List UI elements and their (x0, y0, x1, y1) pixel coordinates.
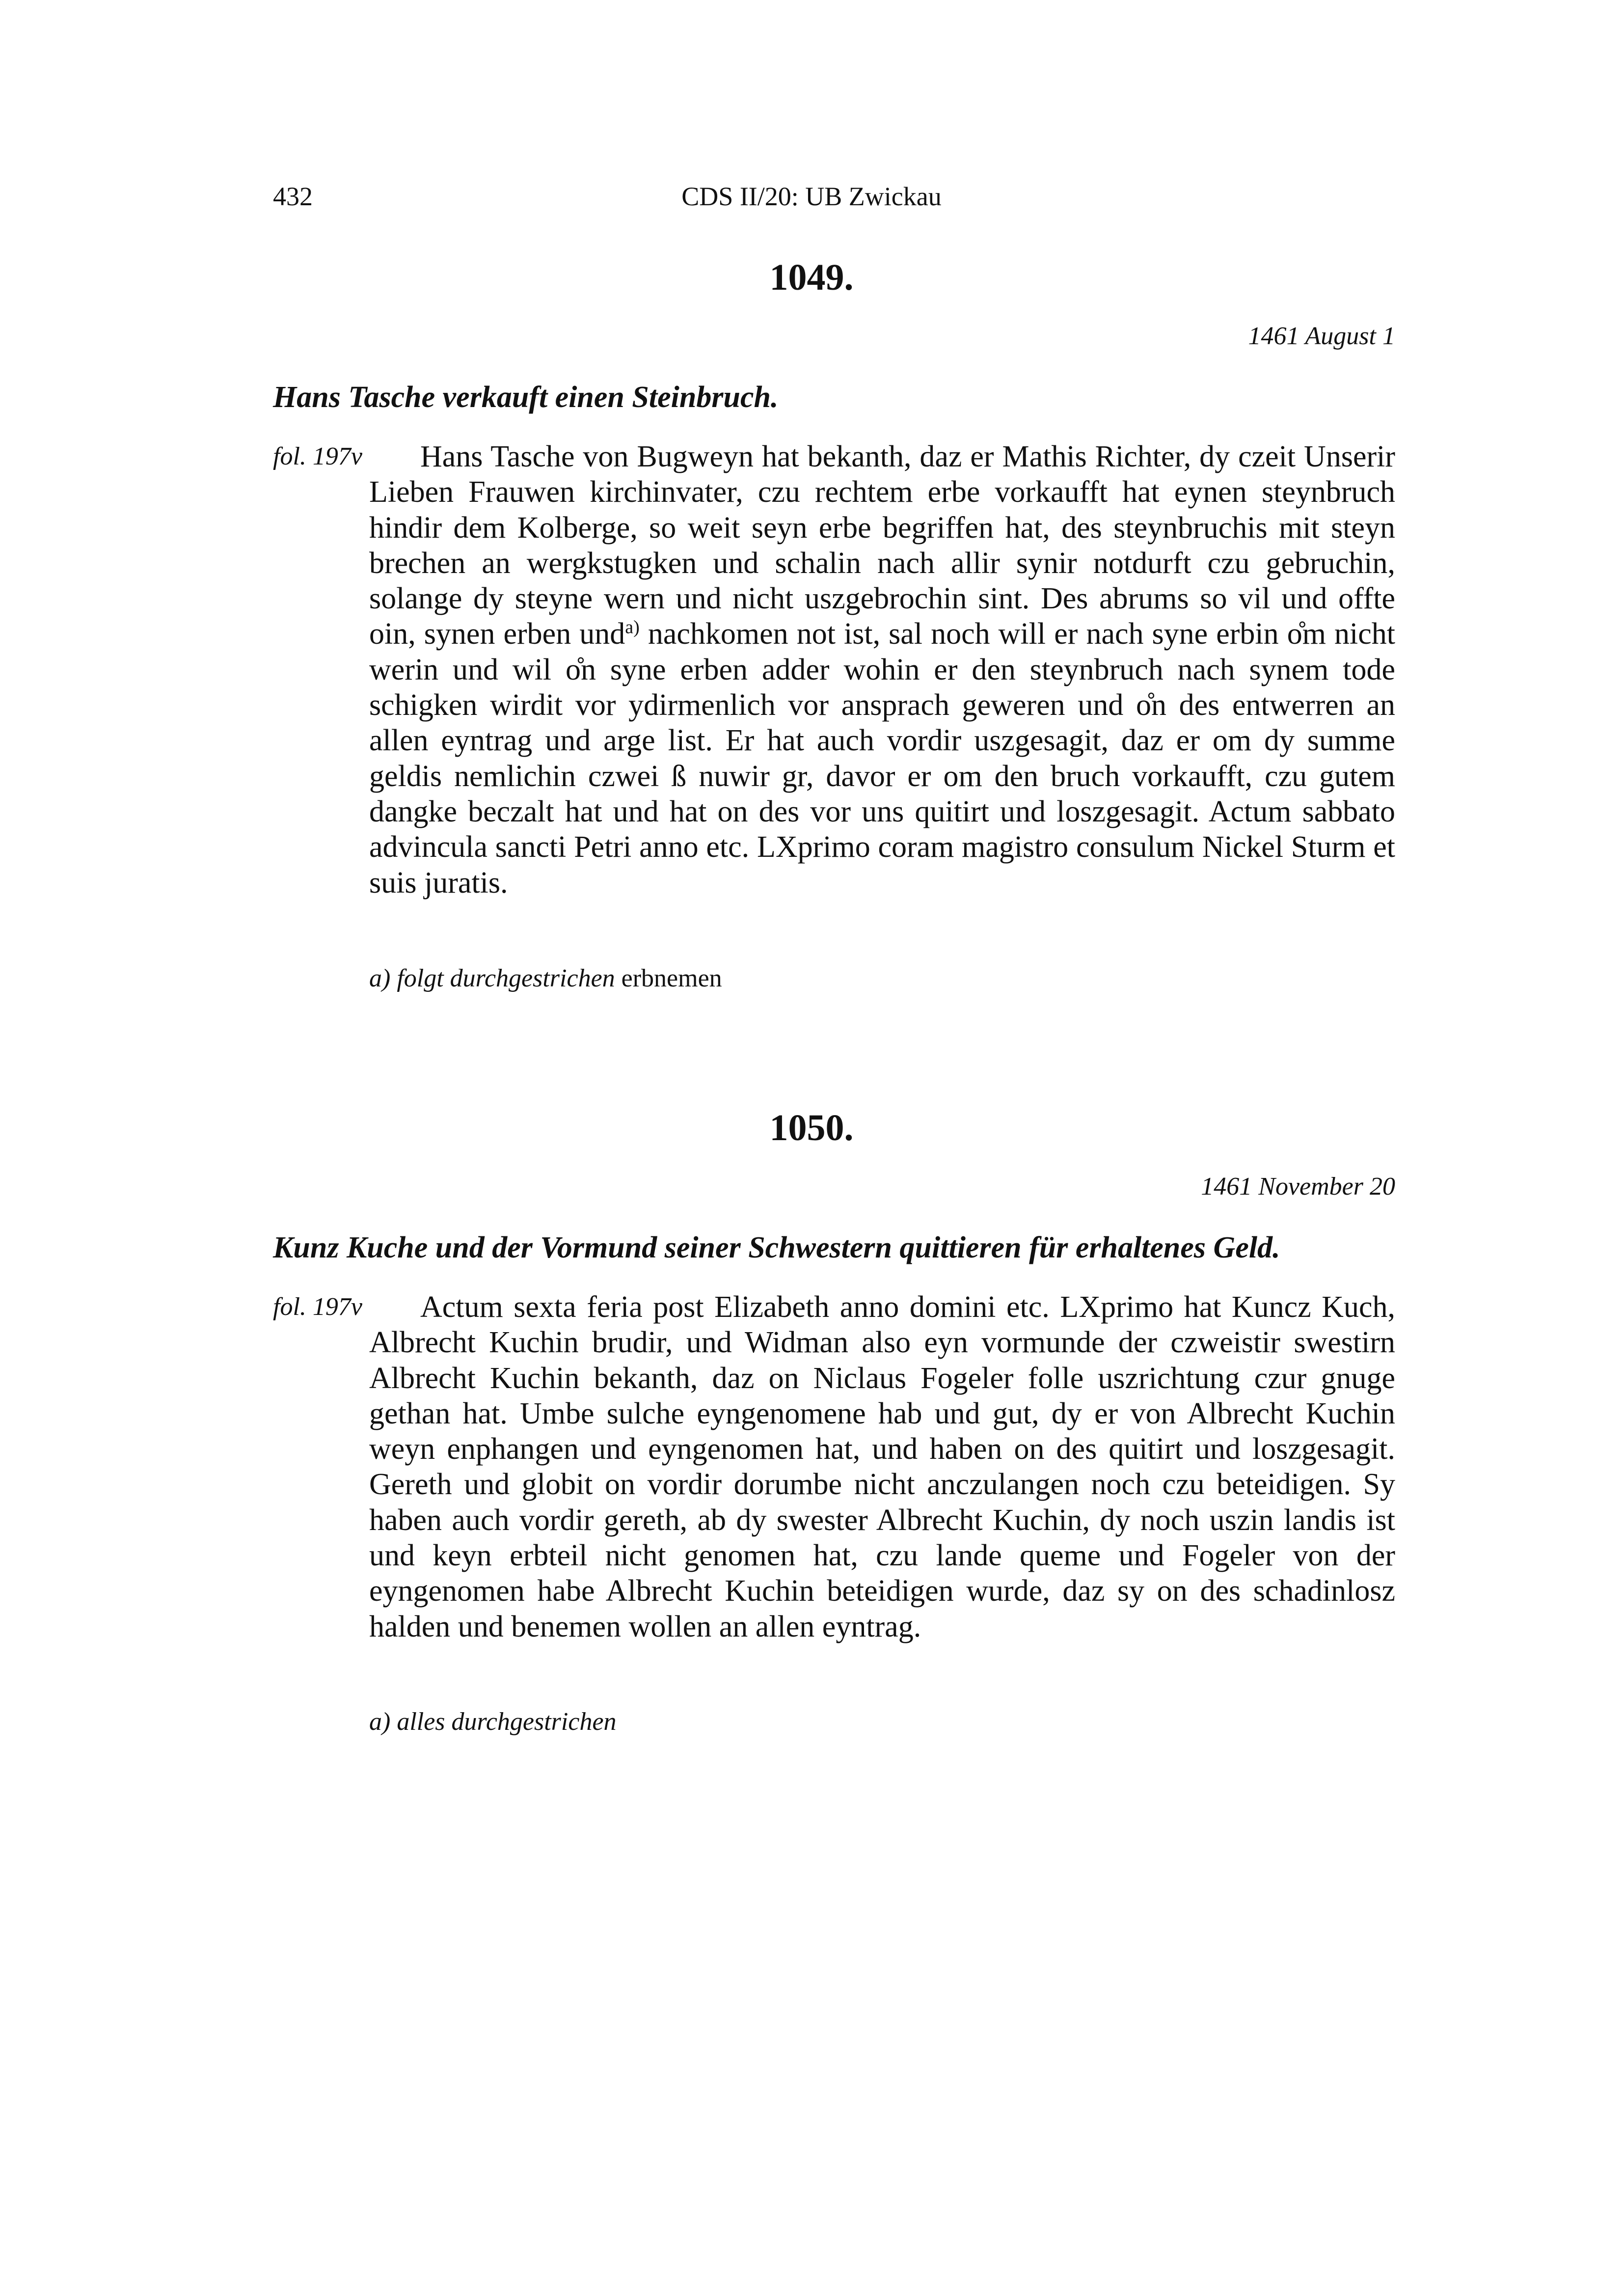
running-title: CDS II/20: UB Zwickau (681, 182, 942, 211)
document-title: Hans Tasche verkauft einen Steinbruch. (273, 381, 779, 414)
document-text (369, 439, 1395, 901)
document-text: Actum sexta feria post Elizabeth anno domini etc. LXprimo hat Kuncz Kuch, Albrecht Kuchin brudir, und Widman also eyn vormunde der czweistir swestirn Albrecht Kuchin bekanth, daz on Niclaus Fogeler folle uszrichtung czur gnuge gethan hat. Umbe sulche eyngenomene hab und gut, dy er von Albrecht Kuchin weyn enphangen und eyngenomen hat, und haben on des quitirt und loszgesagit. Gereth und globit on vordir dorumbe nicht anczulangen noch czu beteidigen. Sy haben auch vordir gereth, ab dy swester Albrecht Kuchin, dy noch uszin landis ist und keyn erbteil nicht genomen hat, czu lande queme und Fogeler von der eyngenomen habe Albrecht Kuchin beteidigen wurde, daz sy on des schadinlosz halden und benemen wollen an allen eyntrag. (369, 1290, 1395, 1643)
footnote-word: erbnemen (615, 964, 722, 992)
folio-reference: fol. 197v (273, 1293, 362, 1321)
document-text-part: Hans Tasche von Bugweyn hat bekanth, daz er Mathis Richter, dy czeit Unserir Lieben Frauwen kirchinvater, czu rechtem erbe vorkaufft hat eynen steynbruch hindir dem Kolberge, so weit seyn erbe begriffen hat, des steynbruchis mit steyn brechen an wergkstugken und schalin nach allir synir notdurft czu gebruchin, solange dy steyne wern und nicht uszgebrochin sint. Des abrums so vil und offte oin, synen erben und (369, 440, 1395, 651)
footnote-marker: a) (625, 617, 640, 638)
footnote-label: a) alles durchgestrichen (369, 1708, 617, 1736)
document-title: Kunz Kuche und der Vormund seiner Schwestern quittieren für erhaltenes Geld. (273, 1231, 1280, 1264)
document-date: 1461 August 1 (1248, 322, 1395, 350)
document-date: 1461 November 20 (1201, 1173, 1395, 1201)
footnote (369, 963, 1395, 994)
footnote (369, 1707, 1395, 1737)
document-number: 1049. (769, 257, 854, 298)
footnote-label: a) folgt durchgestrichen (369, 964, 615, 992)
document-text-part: nachkomen not ist, sal noch will er nach syne erbin o̊m nicht werin und wil o̊n syne erben adder wohin er den steynbruch nach synem tode schigken wirdit vor ydirmenlich vor ansprach geweren und o̊n des entwerren an allen eyntrag und arge list. Er hat auch vordir uszgesagit, daz er om dy summe geldis nemlichin czwei ß nuwir gr, davor er om den bruch vorkaufft, czu gutem dangke beczalt hat und hat on des vor uns quitirt und loszgesagit. Actum sabbato advincula sancti Petri anno etc. LXprimo coram magistro consulum Nickel Sturm et suis juratis. (369, 617, 1395, 900)
page-number: 432 (273, 182, 313, 211)
document-number: 1050. (769, 1107, 854, 1148)
folio-reference: fol. 197v (273, 442, 362, 470)
